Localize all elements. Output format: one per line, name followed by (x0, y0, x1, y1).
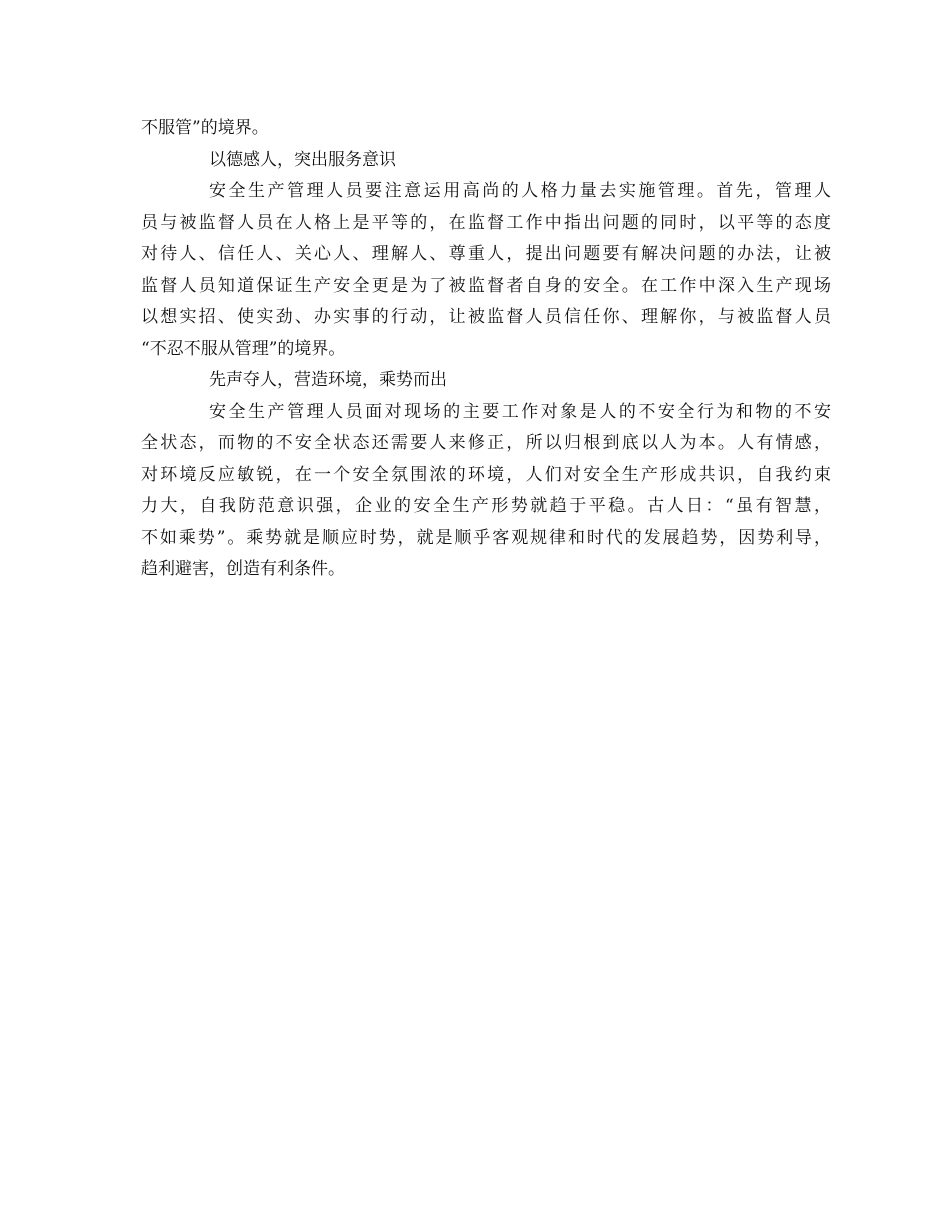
paragraph-line: 员与被监督人员在人格上是平等的，在监督工作中指出问题的同时，以平等的态度 (141, 212, 831, 233)
paragraph-line: 安全生产管理人员面对现场的主要工作对象是人的不安全行为和物的不安 (209, 401, 831, 422)
paragraph-line: 以想实招、使实劲、办实事的行动，让被监督人员信任你、理解你，与被监督人员 (141, 307, 831, 327)
paragraph-tail: 不服管”的境界。 (141, 118, 269, 138)
paragraph-line: 力大，自我防范意识强，企业的安全生产形势就趋于平稳。古人日：“虽有智慧， (141, 496, 831, 516)
paragraph-1 (141, 176, 831, 365)
section-heading-1: 以德感人，突出服务意识 (209, 149, 396, 170)
section-heading-2: 先声夺人，营造环境，乘势而出 (209, 370, 447, 390)
paragraph-line: 全状态，而物的不安全状态还需要人来修正，所以归根到底以人为本。人有情感， (141, 433, 831, 453)
paragraph-2 (141, 397, 831, 586)
paragraph-line: 对环境反应敏锐，在一个安全氛围浓的环境，人们对安全生产形成共识，自我约束 (141, 464, 831, 485)
paragraph-line: 安全生产管理人员要注意运用高尚的人格力量去实施管理。首先，管理人 (209, 181, 831, 201)
paragraph-line: 不如乘势”。乘势就是顺应时势，就是顺乎客观规律和时代的发展趋势，因势利导， (141, 527, 831, 548)
paragraph-line: “不忍不服从管理”的境界。 (141, 338, 346, 359)
paragraph-line: 对待人、信任人、关心人、理解人、尊重人，提出问题要有解决问题的办法，让被 (141, 244, 831, 264)
paragraph-line: 监督人员知道保证生产安全更是为了被监督者自身的安全。在工作中深入生产现场 (141, 275, 831, 296)
document-body (141, 113, 831, 586)
paragraph-line: 趋利避害，创造有利条件。 (141, 559, 345, 579)
